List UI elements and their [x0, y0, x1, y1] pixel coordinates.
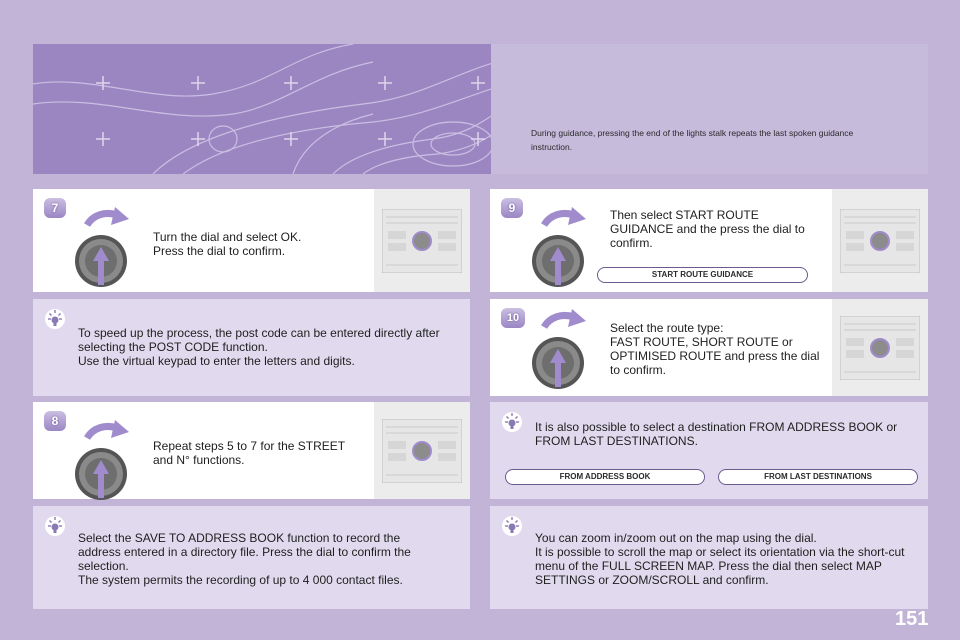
radio-console-icon [382, 419, 462, 483]
dial-knob-icon [528, 207, 588, 289]
step-7-instruction: Turn the dial and select OK. Press the dial to confirm. [153, 230, 302, 258]
save-tip-text: Select the SAVE TO ADDRESS BOOK function to record the address entered in a directory file. Press the dial to confirm the selection. The system permits the recording of up to 4 000 contact files. [78, 531, 411, 587]
dial-knob-icon [71, 207, 131, 289]
step-10-instruction: Select the route type: FAST ROUTE, SHORT ROUTE or OPTIMISED ROUTE and press the dial to confirm. [610, 321, 820, 377]
radio-console-icon [382, 209, 462, 273]
save-tip-panel [33, 506, 470, 609]
step-number-badge: 8 [44, 411, 66, 431]
header-banner [33, 44, 928, 174]
lightbulb-icon [44, 308, 66, 330]
lightbulb-icon [501, 515, 523, 537]
from-address-book-button[interactable]: FROM ADDRESS BOOK [505, 469, 705, 485]
postcode-tip-text: To speed up the process, the post code can be entered directly after selecting the POST CODE function. Use the virtual keypad to enter the letters and digits. [78, 326, 440, 368]
step-number-badge: 7 [44, 198, 66, 218]
lightbulb-icon [44, 515, 66, 537]
dial-knob-icon [71, 420, 131, 502]
page-number: 151 [895, 608, 929, 630]
step-8-panel [33, 402, 470, 499]
zoom-tip-text: You can zoom in/zoom out on the map using the dial. It is possible to scroll the map or select its orientation via the short-cut menu of the FULL SCREEN MAP. Press the dial then select MAP SETTINGS or ZOOM/SCROLL and confirm. [535, 531, 905, 587]
radio-console-panel [374, 189, 470, 292]
step-8-instruction: Repeat steps 5 to 7 for the STREET and N° functions. [153, 439, 345, 467]
banner-note-panel [491, 44, 928, 174]
radio-console-panel [374, 402, 470, 499]
step-number-badge: 9 [501, 198, 523, 218]
step-7-panel [33, 189, 470, 292]
destination-tip-panel [490, 402, 928, 499]
start-route-guidance-button[interactable]: START ROUTE GUIDANCE [597, 267, 808, 283]
destination-tip-text: It is also possible to select a destination FROM ADDRESS BOOK or FROM LAST DESTINATIONS. [535, 420, 898, 448]
radio-console-panel [832, 189, 928, 292]
lightbulb-icon [501, 411, 523, 433]
step-number-badge: 10 [501, 308, 525, 328]
radio-console-panel [832, 299, 928, 396]
step-10-panel [490, 299, 928, 396]
radio-console-icon [840, 209, 920, 273]
postcode-tip-panel [33, 299, 470, 396]
zoom-tip-panel [490, 506, 928, 609]
guidance-repeat-note: During guidance, pressing the end of the lights stalk repeats the last spoken guidance instruction. [531, 128, 854, 152]
step-9-panel [490, 189, 928, 292]
from-last-destinations-button[interactable]: FROM LAST DESTINATIONS [718, 469, 918, 485]
radio-console-icon [840, 316, 920, 380]
dial-knob-icon [528, 309, 588, 391]
step-9-instruction: Then select START ROUTE GUIDANCE and the press the dial to confirm. [610, 208, 805, 250]
